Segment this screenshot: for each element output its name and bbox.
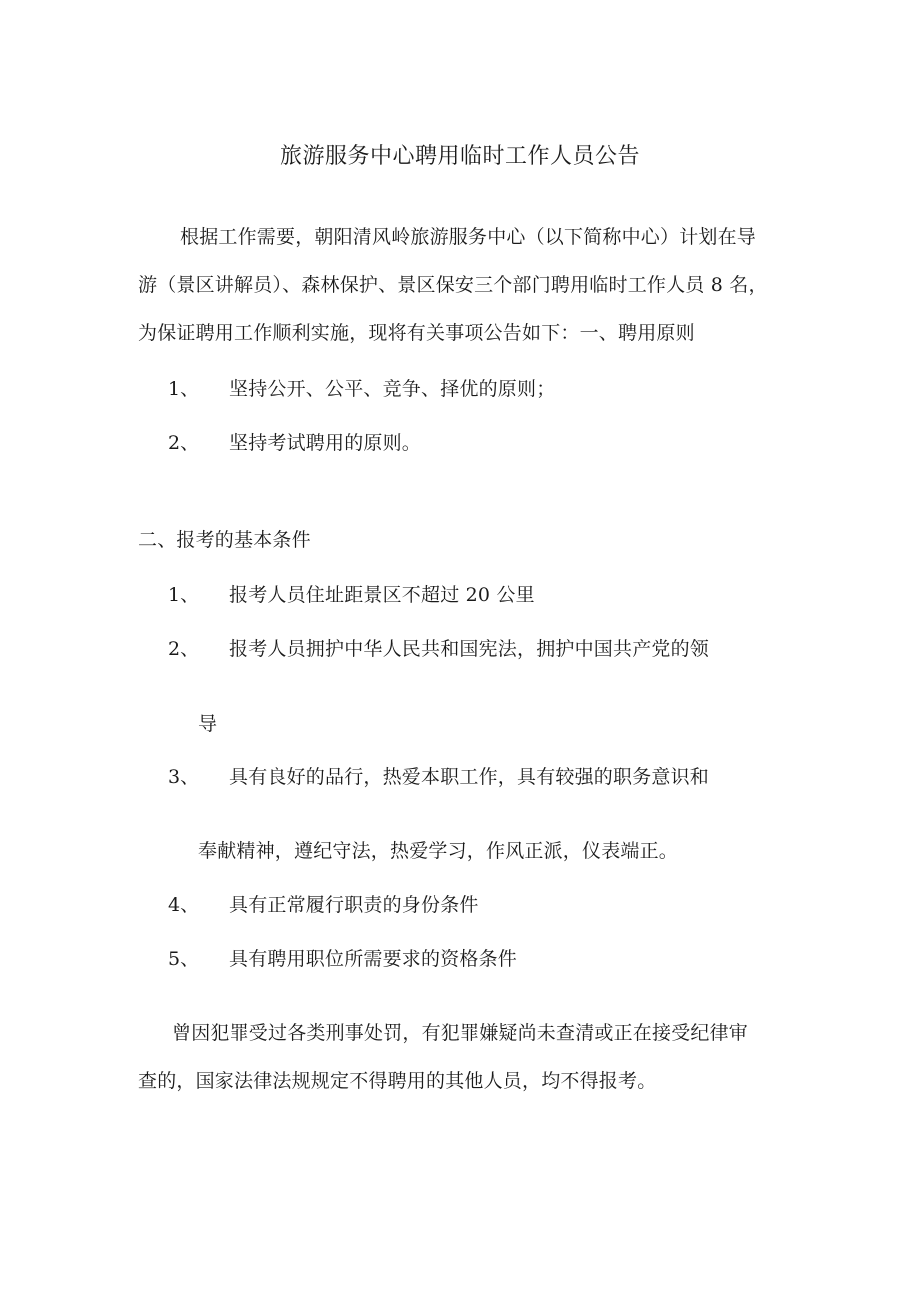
condition-text-1: 报考人员住址距景区不超过 20 公里 — [229, 584, 535, 606]
condition-number-1: 1、 — [168, 584, 200, 606]
condition-text-2-continued: 导 — [198, 713, 218, 735]
condition-text-2: 报考人员拥护中华人民共和国宪法，拥护中国共产党的领 — [229, 638, 710, 660]
condition-number-2: 2、 — [168, 638, 200, 660]
section-heading-conditions: 二、报考的基本条件 — [138, 529, 311, 551]
principle-text-1: 坚持公开、公平、竞争、择优的原则； — [229, 378, 556, 400]
closing-line-1: 曾因犯罪受过各类刑事处罚，有犯罪嫌疑尚未查清或正在接受纪律审 — [172, 1022, 749, 1044]
condition-number-4: 4、 — [168, 894, 200, 916]
closing-line-2: 查的，国家法律法规规定不得聘用的其他人员，均不得报考。 — [138, 1070, 657, 1092]
condition-number-5: 5、 — [168, 948, 200, 970]
document-title: 旅游服务中心聘用临时工作人员公告 — [279, 144, 640, 169]
condition-text-4: 具有正常履行职责的身份条件 — [229, 894, 479, 916]
condition-text-3-continued: 奉献精神，遵纪守法，热爱学习，作风正派，仪表端正。 — [198, 840, 679, 862]
intro-line-3: 为保证聘用工作顺利实施，现将有关事项公告如下：一、聘用原则 — [138, 322, 695, 344]
intro-line-1: 根据工作需要，朝阳清风岭旅游服务中心（以下简称中心）计划在导 — [180, 226, 757, 248]
intro-line-2: 游（景区讲解员）、森林保护、景区保安三个部门聘用临时工作人员 8 名， — [138, 274, 768, 296]
principle-number-1: 1、 — [168, 378, 200, 400]
principle-text-2: 坚持考试聘用的原则。 — [229, 432, 422, 454]
principle-number-2: 2、 — [168, 432, 200, 454]
condition-text-5: 具有聘用职位所需要求的资格条件 — [229, 948, 518, 970]
condition-number-3: 3、 — [168, 766, 200, 788]
condition-text-3: 具有良好的品行，热爱本职工作，具有较强的职务意识和 — [229, 766, 710, 788]
